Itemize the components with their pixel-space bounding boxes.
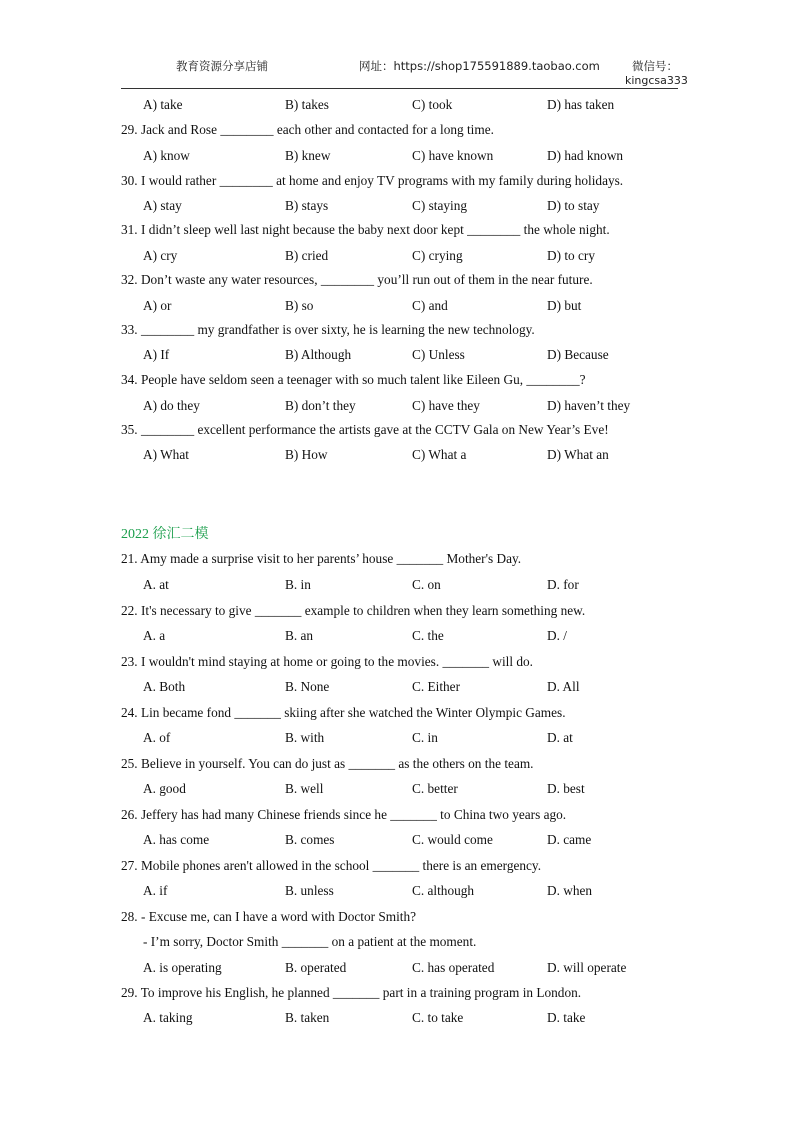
option-b: B. an bbox=[285, 628, 314, 643]
option-b: B. operated bbox=[285, 960, 347, 975]
option-c: C) crying bbox=[412, 248, 463, 263]
option-a: A) do they bbox=[143, 398, 200, 413]
option-d: D. take bbox=[547, 1010, 586, 1025]
option-c: C) Unless bbox=[412, 347, 465, 362]
option-d: D. came bbox=[547, 832, 592, 847]
option-a: A) cry bbox=[143, 248, 178, 263]
option-b: B) Although bbox=[285, 347, 352, 362]
option-a: A. of bbox=[143, 730, 171, 745]
question-31-text: 31. I didn’t sleep well last night because the baby next door kept ________ the whole night. bbox=[121, 222, 610, 237]
option-a: A. has come bbox=[143, 832, 210, 847]
option-d: D) but bbox=[547, 298, 582, 313]
option-c: C. to take bbox=[412, 1010, 464, 1025]
header-wechat-label: 微信号： bbox=[632, 59, 678, 73]
option-d: D) has taken bbox=[547, 97, 615, 112]
question-32-text: 32. Don’t waste any water resources, ________ you’ll run out of them in the near future. bbox=[121, 272, 593, 287]
option-d: D. for bbox=[547, 577, 579, 592]
option-d: D. best bbox=[547, 781, 585, 796]
option-a: A. if bbox=[143, 883, 168, 898]
option-a: A) or bbox=[143, 298, 172, 313]
option-b: B) don’t they bbox=[285, 398, 356, 413]
option-d: D) to cry bbox=[547, 248, 595, 263]
header-divider bbox=[121, 88, 678, 89]
question-34-text: 34. People have seldom seen a teenager with so much talent like Eileen Gu, ________? bbox=[121, 372, 586, 387]
option-a: A) stay bbox=[143, 198, 182, 213]
option-a: A. Both bbox=[143, 679, 186, 694]
question-29-text: 29. Jack and Rose ________ each other and contacted for a long time. bbox=[121, 122, 494, 137]
option-d: D) What an bbox=[547, 447, 609, 462]
question-24-text: 24. Lin became fond _______ skiing after she watched the Winter Olympic Games. bbox=[121, 705, 566, 720]
option-c: C. would come bbox=[412, 832, 493, 847]
option-c: C) What a bbox=[412, 447, 467, 462]
option-a: A. is operating bbox=[143, 960, 222, 975]
question-26-text: 26. Jeffery has had many Chinese friends since he _______ to China two years ago. bbox=[121, 807, 567, 822]
option-d: D. All bbox=[547, 679, 580, 694]
page-header bbox=[0, 0, 800, 92]
question-35-text: 35. ________ excellent performance the artists gave at the CCTV Gala on New Year’s Eve! bbox=[121, 422, 609, 437]
question-30-text: 30. I would rather ________ at home and enjoy TV programs with my family during holidays. bbox=[121, 173, 624, 188]
question-23-text: 23. I wouldn't mind staying at home or going to the movies. _______ will do. bbox=[121, 654, 533, 669]
question-27-text: 27. Mobile phones aren't allowed in the school _______ there is an emergency. bbox=[121, 858, 542, 873]
option-a: A) take bbox=[143, 97, 183, 112]
option-c: C) have they bbox=[412, 398, 480, 413]
question-22-text: 22. It's necessary to give _______ example to children when they learn something new. bbox=[121, 603, 586, 618]
option-b: B) cried bbox=[285, 248, 329, 263]
option-c: C. in bbox=[412, 730, 438, 745]
option-b: B. None bbox=[285, 679, 330, 694]
option-c: C) have known bbox=[412, 148, 494, 163]
option-a: A) What bbox=[143, 447, 189, 462]
option-a: A. at bbox=[143, 577, 169, 592]
option-c: C. on bbox=[412, 577, 441, 592]
header-wechat-id: kingcsa333 bbox=[625, 74, 688, 87]
question-25-text: 25. Believe in yourself. You can do just as _______ as the others on the team. bbox=[121, 756, 534, 771]
question-28-text: 28. - Excuse me, can I have a word with Doctor Smith? bbox=[121, 909, 417, 924]
option-d: D) had known bbox=[547, 148, 624, 163]
option-c: C) staying bbox=[412, 198, 468, 213]
option-b: B) so bbox=[285, 298, 314, 313]
option-a: A) If bbox=[143, 347, 170, 362]
option-b: B) How bbox=[285, 447, 328, 462]
option-d: D. will operate bbox=[547, 960, 627, 975]
option-b: B. with bbox=[285, 730, 325, 745]
header-url: 网址：https://shop175591889.taobao.com bbox=[359, 59, 600, 73]
option-d: D) Because bbox=[547, 347, 609, 362]
section-title: 2022 徐汇二模 bbox=[121, 527, 209, 542]
option-a: A. good bbox=[143, 781, 186, 796]
header-shop-name: 教育资源分享店铺 bbox=[176, 59, 268, 73]
option-b: B) stays bbox=[285, 198, 329, 213]
option-b: B. in bbox=[285, 577, 311, 592]
question-29-text: 29. To improve his English, he planned _______ part in a training program in London. bbox=[121, 985, 582, 1000]
option-a: A. taking bbox=[143, 1010, 193, 1025]
option-b: B) knew bbox=[285, 148, 331, 163]
option-c: C. Either bbox=[412, 679, 461, 694]
option-b: B. well bbox=[285, 781, 324, 796]
option-c: C. although bbox=[412, 883, 475, 898]
option-c: C. better bbox=[412, 781, 458, 796]
question-28-reply: - I’m sorry, Doctor Smith _______ on a patient at the moment. bbox=[143, 934, 477, 949]
option-d: D) to stay bbox=[547, 198, 600, 213]
option-d: D) haven’t they bbox=[547, 398, 631, 413]
option-b: B) takes bbox=[285, 97, 329, 112]
question-33-text: 33. ________ my grandfather is over sixty, he is learning the new technology. bbox=[121, 322, 535, 337]
option-c: C) took bbox=[412, 97, 453, 112]
option-d: D. at bbox=[547, 730, 573, 745]
option-a: A) know bbox=[143, 148, 190, 163]
option-b: B. unless bbox=[285, 883, 334, 898]
option-c: C. the bbox=[412, 628, 444, 643]
option-b: B. comes bbox=[285, 832, 335, 847]
option-c: C. has operated bbox=[412, 960, 495, 975]
option-d: D. when bbox=[547, 883, 593, 898]
option-d: D. / bbox=[547, 628, 567, 643]
option-a: A. a bbox=[143, 628, 166, 643]
question-21-text: 21. Amy made a surprise visit to her parents’ house _______ Mother's Day. bbox=[121, 551, 522, 566]
option-b: B. taken bbox=[285, 1010, 330, 1025]
option-c: C) and bbox=[412, 298, 448, 313]
